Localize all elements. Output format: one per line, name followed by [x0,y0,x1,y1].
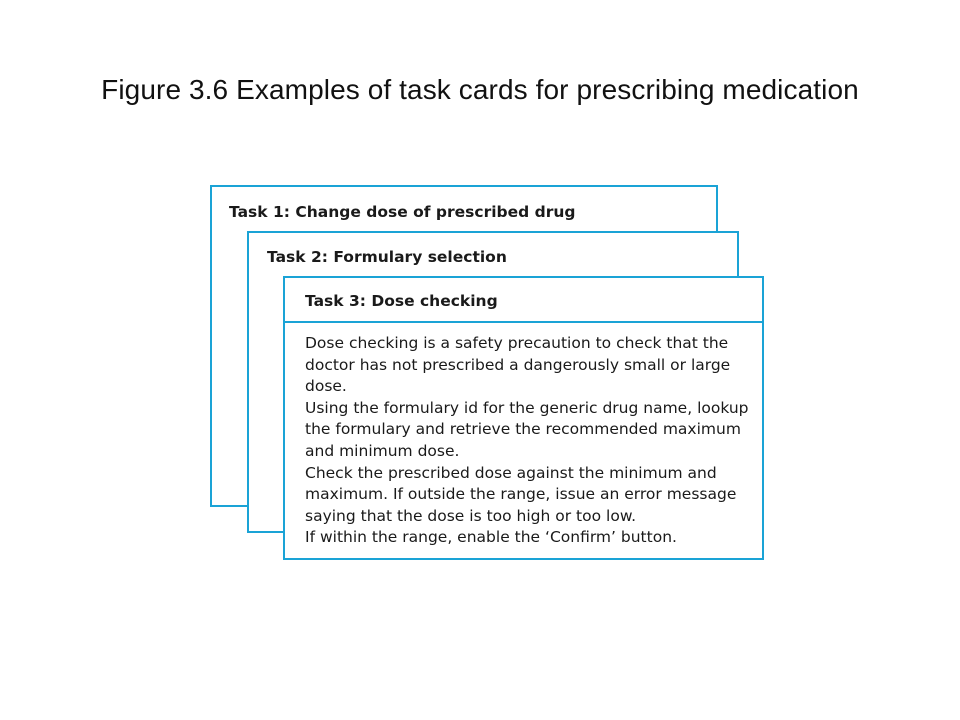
task-card-3-body-line: If within the range, enable the ‘Confirm’ button. [305,528,677,547]
task-card-1-title: Task 1: Change dose of prescribed drug [229,203,576,221]
task-card-3-body-line: Using the formulary id for the generic drug name, lookup the formulary and retrieve the recommended maximum and minimum dose. [305,398,749,460]
figure-title: Figure 3.6 Examples of task cards for prescribing medication [101,74,859,105]
task-card-3-body-line: Dose checking is a safety precaution to check that the doctor has not prescribed a dangerously small or large dose. [305,334,731,396]
task-card-2-title: Task 2: Formulary selection [267,248,507,266]
task-card-3 [283,276,764,560]
task-card-3-body-line: Check the prescribed dose against the minimum and maximum. If outside the range, issue an error message saying that the dose is too high or too low. [305,463,737,525]
task-card-3-divider [285,321,762,323]
task-card-3-body [305,333,755,549]
task-card-3-title: Task 3: Dose checking [305,292,498,310]
